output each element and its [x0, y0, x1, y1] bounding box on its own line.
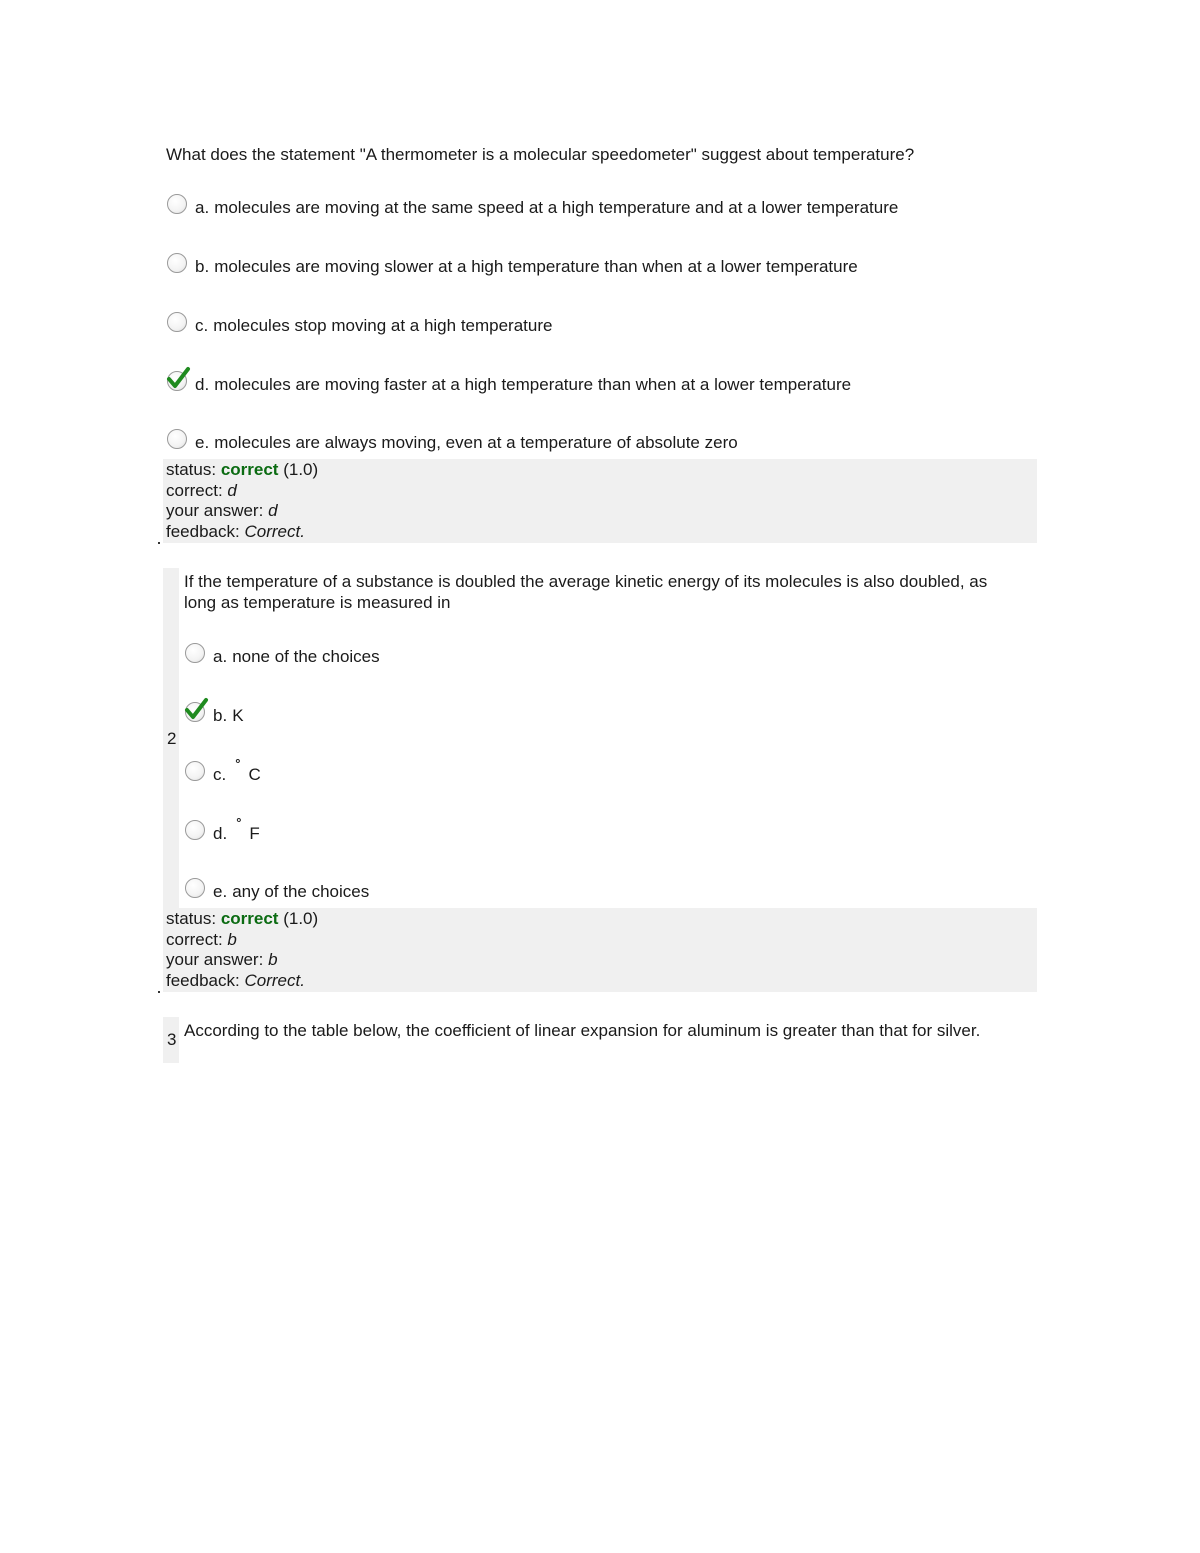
status-row: status: correct (1.0) — [166, 460, 319, 479]
question-3-text: According to the table below, the coefficient of linear expansion for aluminum is greater than that for silver. — [184, 1021, 981, 1040]
radio-icon[interactable] — [167, 194, 187, 214]
choice-text: molecules are moving at the same speed at a high temperature and at a lower temperature — [214, 198, 899, 217]
q1-choice-d[interactable]: d. molecules are moving faster at a high temperature than when at a lower temperature — [167, 371, 851, 395]
dot-marker — [158, 542, 160, 544]
q1-choice-b[interactable]: b. molecules are moving slower at a high temperature than when at a lower temperature — [167, 253, 858, 277]
choice-text: molecules are moving slower at a high temperature than when at a lower temperature — [214, 257, 858, 276]
dot-marker — [158, 991, 160, 993]
q2-choice-b[interactable]: b. K — [185, 702, 244, 726]
radio-icon[interactable] — [185, 702, 205, 722]
question-number: 2 — [167, 729, 177, 748]
correct-row: correct: d — [166, 480, 237, 500]
degree-symbol: ° — [236, 815, 242, 830]
feedback-row: feedback: Correct. — [166, 970, 305, 990]
question-number: 3 — [167, 1030, 177, 1049]
q1-choice-a[interactable]: a. molecules are moving at the same speed at a high temperature and at a lower temperature — [167, 194, 898, 218]
q2-choice-c[interactable]: c. ° C — [185, 761, 261, 785]
radio-icon[interactable] — [185, 643, 205, 663]
radio-icon[interactable] — [167, 371, 187, 391]
radio-icon[interactable] — [167, 429, 187, 449]
q1-choice-c[interactable]: c. molecules stop moving at a high temperature — [167, 312, 552, 336]
q2-status-box — [163, 908, 1037, 992]
status-value: correct — [220, 909, 279, 928]
choice-text: molecules stop moving at a high temperature — [213, 316, 553, 335]
q2-choice-e[interactable]: e. any of the choices — [185, 878, 369, 902]
feedback-row: feedback: Correct. — [166, 521, 305, 541]
question-1-text: What does the statement "A thermometer is a molecular speedometer" suggest about temperature? — [166, 145, 915, 164]
radio-icon[interactable] — [167, 312, 187, 332]
status-row: status: correct (1.0) — [166, 909, 319, 928]
radio-icon[interactable] — [185, 820, 205, 840]
degree-symbol: ° — [235, 756, 241, 771]
choice-text: any of the choices — [232, 882, 370, 901]
answer-row: your answer: b — [166, 950, 278, 969]
correct-row: correct: b — [166, 929, 237, 949]
checkmark-icon — [166, 366, 192, 392]
q1-status-box — [163, 459, 1037, 543]
choice-text: molecules are moving faster at a high temperature than when at a lower temperature — [214, 375, 852, 394]
q2-choice-d[interactable]: d. ° F — [185, 820, 260, 844]
status-value: correct — [220, 460, 279, 479]
choice-text: F — [249, 824, 260, 843]
radio-icon[interactable] — [185, 761, 205, 781]
q2-choice-a[interactable]: a. none of the choices — [185, 643, 380, 667]
choice-text: K — [232, 706, 244, 725]
choice-text: C — [248, 765, 261, 784]
q1-choice-e[interactable]: e. molecules are always moving, even at a temperature of absolute zero — [167, 429, 738, 453]
radio-icon[interactable] — [185, 878, 205, 898]
answer-row: your answer: d — [166, 501, 278, 520]
question-2-text: If the temperature of a substance is doubled the average kinetic energy of its molecules is also doubled, as long as temperature is measured in — [184, 572, 988, 612]
choice-text: molecules are always moving, even at a temperature of absolute zero — [214, 433, 738, 452]
checkmark-icon — [184, 697, 210, 723]
radio-icon[interactable] — [167, 253, 187, 273]
choice-text: none of the choices — [232, 647, 380, 666]
